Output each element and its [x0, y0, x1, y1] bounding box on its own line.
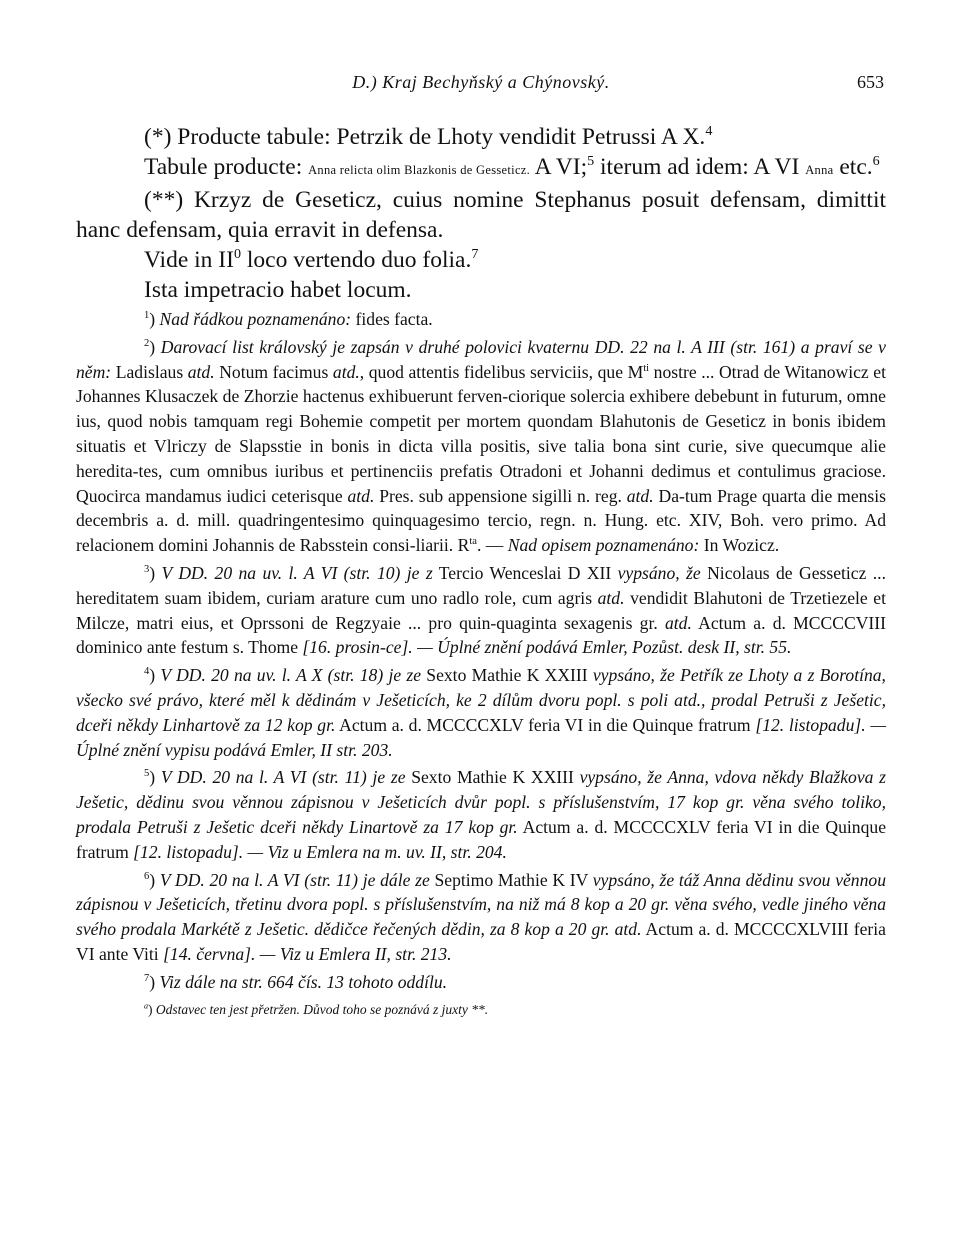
header-title: D.) Kraj Bechyňský a Chýnovský.: [352, 72, 610, 92]
paragraph-4: Vide in $II^0$ loco vertendo duo folia.$^7$: [144, 246, 479, 273]
page-number: 653: [857, 72, 884, 92]
footnote-6: $^6$) V DD. 20 na l. A VI (str. 11) je dále ze Septimo Mathie K IV vypsáno, že táž Anna dědinu svou věnnou zápisnou v Ješeticích, třetinu dvora popl. s příslušenstvím, na niž má 8 kop a 20 gr. věna svého, vedle jiného věna svého prodala Markétě z Ješetic. dědičce řečených dědin, za 8 kop a 20 gr. atd. Actum a. d. MCCCCXLVIII feria VI ante Viti [14. června]. — Viz u Emlera II, str. 213.: [76, 869, 886, 964]
footnote-5: $^5$) V DD. 20 na l. A VI (str. 11) je ze Sexto Mathie K XXIII vypsáno, že Anna, vdova někdy Blažkova z Ješetic, dědinu svou věnnou zápisnou v Ješeticích dvůr popl. s příslušenstvím, 17 kop gr. věna svého toliko, prodala Petruši z Ješetic dceři někdy Linartově za 17 kop gr. Actum a. d. MCCCCXLV feria VI in die Quinque fratrum [12. listopadu]. — Viz u Emlera na m. uv. II, str. 204.: [76, 767, 886, 862]
page: [76, 72, 886, 1025]
main-text: [76, 122, 886, 305]
paragraph-1: (*) Producte tabule: Petrzik de Lhoty vendidit Petrussi A X.$^4$: [144, 123, 713, 150]
footnotes: [76, 307, 886, 1022]
paragraph-5: Ista impetracio habet locum.: [144, 277, 412, 303]
footnote-3: $^3$) V DD. 20 na uv. l. A VI (str. 10) je z Tercio Wenceslai D XII vypsáno, že Nicolaus de Gesseticz ... hereditatem suam ibidem, curiam arature cum uno radlo role, cum agris atd. vendidit Blahutoni de Trzetiezele et Milcze, matri eius, et Oprssoni de Regzyaie ... pro quin-quaginta sexagenis gr. atd. Actum a. d. MCCCCVIII dominico ante festum s. Thome [16. prosin-ce]. — Úplné znění podává Emler, Pozůst. desk II, str. 55.: [76, 562, 886, 658]
footnote-4: $^4$) V DD. 20 na uv. l. A X (str. 18) je ze Sexto Mathie K XXIII vypsáno, že Petřík ze Lhoty a z Borotína, všecko své právo, které měl k dědinám v Ješeticích, ke 2 dílům dvoru popl. s poli atd., prodal Petruši z Ješetic, dceři někdy Linhartově za 12 kop gr. Actum a. d. MCCCCXLV feria VI in die Quinque fratrum [12. listopadu]. — Úplné znění vypisu podává Emler, II str. 203.: [76, 665, 886, 760]
footnote-a: $^a$) Odstavec ten jest přetržen. Důvod toho se poznává z juxty **.: [144, 1001, 489, 1017]
running-header: [76, 72, 886, 102]
footnote-2: $^2$) Darovací list královský je zapsán v druhé polovici kvaternu DD. 22 na l. A III (str. 161) a praví se v něm: Ladislaus atd. Notum facimus atd., quod attentis fidelibus serviciis, que $M^{ti}$ nostre ... Otrad de Witanowicz et Johannes Klusaczek de Zhorzie hactenus exhibuerunt ferven-ciorique solercia exhibere debebunt in futurum, omne ius, quod nobis tamquam regi Bohemie competit per mortem quondam Blahutonis de Geseticz in bonis ibidem situatis et Vlriczy de Slapsstie in bonis in dicta villa positis, sive talia bona sint curie, sive quecumque alie heredita-tes, cum omnibus iuribus et pertinenciis prefatis Otradoni et Johanni dedimus et contulimus graciose. Quocirca mandamus iudici ceterisque atd. Pres. sub appensione sigilli n. reg. atd. Da-tum Prage quarta die mensis decembris a. d. mill. quadringentesimo quinquagesimo tercio, regn. n. Hung. etc. XIV, Boh. vero primo. Ad relacionem domini Johannis de Rabsstein consi-liarii. $R^{ta}$. — Nad opisem poznamenáno: In Wozicz.: [76, 336, 887, 556]
paragraph-3: (**) Krzyz de Geseticz, cuius nomine Stephanus posuit defensam, dimittit hanc defensam, quia erravit in defensa.: [76, 187, 886, 243]
footnote-7: $^7$) Viz dále na str. 664 čís. 13 tohoto oddílu.: [144, 971, 448, 992]
paragraph-2: Tabule producte: Anna relicta olim Blazkonis de Gesseticz. A VI;$^5$ iterum ad idem: A VI Anna etc.$^6$: [144, 153, 880, 180]
footnote-1: $^1$) Nad řádkou poznamenáno: fides facta.: [144, 309, 433, 329]
